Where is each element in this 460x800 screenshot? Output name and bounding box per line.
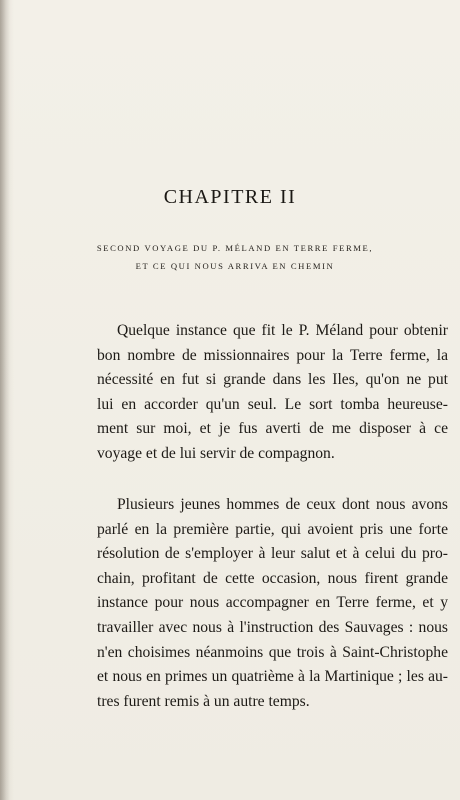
text-line: instance pour nous accompagner en Terre ferme, et y bbox=[97, 594, 448, 612]
text-line: chain, profitant de cette occasion, nous firent grande bbox=[97, 569, 448, 587]
text-line: voyage et de lui servir de compagnon. bbox=[97, 444, 335, 462]
text-line: et nous en primes un quatrième à la Martinique ; les au- bbox=[97, 668, 448, 686]
text-line: tres furent remis à un autre temps. bbox=[97, 692, 310, 710]
text-line: bon nombre de missionnaires pour la Terre ferme, la bbox=[97, 346, 448, 364]
text-line: n'en choisimes néanmoins que trois à Saint-Christophe bbox=[97, 643, 448, 661]
text-line: nécessité en fut si grande dans les Iles, qu'on ne put bbox=[97, 371, 448, 389]
chapter-subtitle-line-2: ET CE QUI NOUS ARRIVA EN CHEMIN bbox=[135, 261, 335, 271]
text-line: Quelque instance que fit le P. Méland pour obtenir bbox=[117, 322, 448, 339]
text-line: travailler avec nous à l'instruction des Sauvages : nous bbox=[97, 618, 448, 636]
chapter-title: CHAPITRE II bbox=[163, 186, 297, 208]
paragraph-1 bbox=[97, 319, 448, 467]
text-line: Plusieurs jeunes hommes de ceux dont nous avons bbox=[117, 496, 448, 513]
page-spine-shadow bbox=[0, 0, 10, 800]
text-line: ment sur moi, et je fus averti de me disposer à ce bbox=[97, 420, 448, 438]
chapter-subtitle-line-1: SECOND VOYAGE DU P. MÉLAND EN TERRE FERME, bbox=[96, 243, 374, 253]
text-line: résolution de s'employer à leur salut et à celui du pro- bbox=[97, 545, 448, 563]
paragraph-2 bbox=[97, 493, 448, 714]
text-line: parlé en la première partie, qui avoient pris une forte bbox=[97, 520, 448, 538]
text-line: lui en accorder qu'un seul. Le sort tomba heureuse- bbox=[97, 395, 448, 413]
